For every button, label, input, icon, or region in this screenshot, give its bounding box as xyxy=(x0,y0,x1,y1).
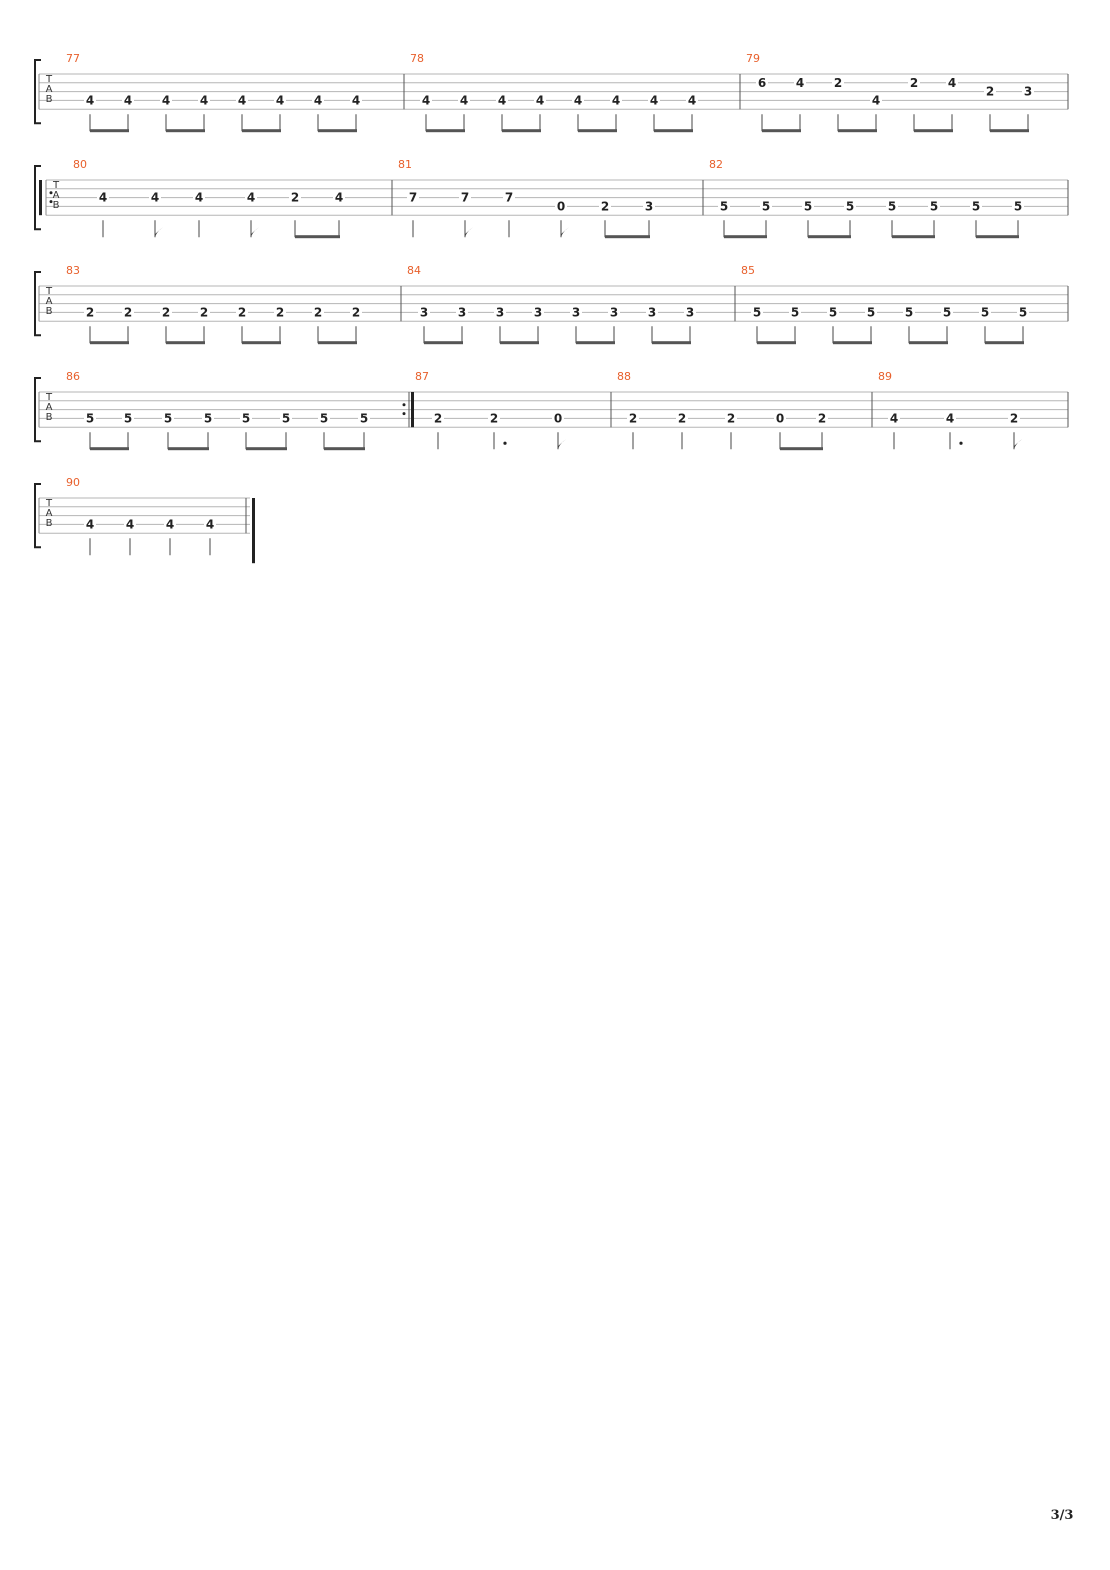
measure-number: 85 xyxy=(741,264,755,277)
beam xyxy=(654,129,693,132)
beam xyxy=(324,447,365,450)
fret-number: 5 xyxy=(1018,305,1028,320)
fret-number: 4 xyxy=(535,93,545,108)
fret-number: 4 xyxy=(165,517,175,532)
tab-clef-letter: B xyxy=(45,306,53,317)
fret-number: 4 xyxy=(611,93,621,108)
fret-number: 5 xyxy=(980,305,990,320)
fret-number: 4 xyxy=(351,93,361,108)
note-flag xyxy=(561,227,569,237)
repeat-dot xyxy=(403,403,406,406)
measure-number: 90 xyxy=(66,476,80,489)
fret-number: 2 xyxy=(677,411,687,426)
fret-number: 5 xyxy=(929,199,939,214)
fret-number: 4 xyxy=(199,93,209,108)
tab-system xyxy=(35,370,1068,450)
fret-number: 4 xyxy=(275,93,285,108)
fret-number: 2 xyxy=(726,411,736,426)
beam xyxy=(90,129,129,132)
beam xyxy=(724,235,767,238)
fret-number: 2 xyxy=(833,75,843,90)
fret-number: 7 xyxy=(460,190,470,205)
beam xyxy=(502,129,541,132)
fret-number: 5 xyxy=(123,411,133,426)
fret-number: 3 xyxy=(685,305,695,320)
fret-number: 5 xyxy=(761,199,771,214)
tab-system xyxy=(35,158,1068,238)
fret-number: 2 xyxy=(817,411,827,426)
fret-number: 3 xyxy=(571,305,581,320)
fret-number: 4 xyxy=(945,411,955,426)
fret-number: 5 xyxy=(203,411,213,426)
fret-number: 4 xyxy=(85,517,95,532)
fret-number: 2 xyxy=(290,190,300,205)
fret-number: 3 xyxy=(419,305,429,320)
note-dot xyxy=(959,442,962,445)
beam xyxy=(576,341,615,344)
fret-number: 2 xyxy=(351,305,361,320)
tab-system xyxy=(35,264,1068,344)
fret-number: 2 xyxy=(909,75,919,90)
fret-number: 0 xyxy=(553,411,563,426)
fret-number: 4 xyxy=(150,190,160,205)
beam xyxy=(985,341,1024,344)
fret-number: 5 xyxy=(719,199,729,214)
page-number: 3/3 xyxy=(1050,1508,1074,1523)
measure-number: 81 xyxy=(398,158,412,171)
final-thick-bar xyxy=(252,498,255,563)
tab-clef-letter: B xyxy=(45,94,53,105)
fret-number: 3 xyxy=(647,305,657,320)
beam xyxy=(246,447,287,450)
fret-number: 4 xyxy=(871,93,881,108)
fret-number: 4 xyxy=(125,517,135,532)
fret-number: 2 xyxy=(123,305,133,320)
fret-number: 7 xyxy=(504,190,514,205)
fret-number: 2 xyxy=(237,305,247,320)
tab-clef-letter: T xyxy=(45,286,53,297)
fret-number: 4 xyxy=(649,93,659,108)
fret-number: 5 xyxy=(803,199,813,214)
tab-clef-letter: B xyxy=(45,412,53,423)
tab-system xyxy=(35,52,1068,132)
fret-number: 0 xyxy=(775,411,785,426)
fret-number: 5 xyxy=(845,199,855,214)
fret-number: 4 xyxy=(205,517,215,532)
measure-number: 83 xyxy=(66,264,80,277)
note-flag xyxy=(558,439,566,449)
beam xyxy=(426,129,465,132)
fret-number: 2 xyxy=(313,305,323,320)
fret-number: 4 xyxy=(947,75,957,90)
beam xyxy=(242,341,281,344)
fret-number: 2 xyxy=(985,84,995,99)
fret-number: 3 xyxy=(495,305,505,320)
fret-number: 4 xyxy=(459,93,469,108)
fret-number: 5 xyxy=(904,305,914,320)
beam xyxy=(318,341,357,344)
fret-number: 2 xyxy=(275,305,285,320)
measure-number: 87 xyxy=(415,370,429,383)
beam xyxy=(652,341,691,344)
beam xyxy=(780,447,823,450)
note-dot xyxy=(503,442,506,445)
fret-number: 2 xyxy=(628,411,638,426)
beam xyxy=(838,129,877,132)
fret-number: 3 xyxy=(533,305,543,320)
fret-number: 4 xyxy=(194,190,204,205)
fret-number: 4 xyxy=(687,93,697,108)
fret-number: 2 xyxy=(600,199,610,214)
fret-number: 4 xyxy=(334,190,344,205)
fret-number: 5 xyxy=(1013,199,1023,214)
fret-number: 5 xyxy=(828,305,838,320)
beam xyxy=(168,447,209,450)
fret-number: 5 xyxy=(319,411,329,426)
fret-number: 3 xyxy=(644,199,654,214)
repeat-dot xyxy=(403,412,406,415)
fret-number: 7 xyxy=(408,190,418,205)
measure-number: 78 xyxy=(410,52,424,65)
fret-number: 4 xyxy=(246,190,256,205)
repeat-end-thick-bar xyxy=(411,392,414,427)
beam xyxy=(295,235,340,238)
fret-number: 0 xyxy=(556,199,566,214)
beam xyxy=(990,129,1029,132)
beam xyxy=(833,341,872,344)
fret-number: 4 xyxy=(497,93,507,108)
measure-number: 80 xyxy=(73,158,87,171)
fret-number: 4 xyxy=(421,93,431,108)
fret-number: 5 xyxy=(163,411,173,426)
measure-number: 89 xyxy=(878,370,892,383)
tab-clef-letter: T xyxy=(45,74,53,85)
fret-number: 4 xyxy=(85,93,95,108)
tab-clef-letter: A xyxy=(52,190,60,201)
fret-number: 5 xyxy=(241,411,251,426)
fret-number: 5 xyxy=(85,411,95,426)
fret-number: 3 xyxy=(609,305,619,320)
note-flag xyxy=(155,227,163,237)
tab-clef-letter: A xyxy=(45,508,53,519)
fret-number: 5 xyxy=(971,199,981,214)
fret-number: 5 xyxy=(752,305,762,320)
fret-number: 5 xyxy=(942,305,952,320)
tab-clef-letter: A xyxy=(45,296,53,307)
measure-number: 86 xyxy=(66,370,80,383)
measure-number: 82 xyxy=(709,158,723,171)
fret-number: 4 xyxy=(123,93,133,108)
tab-system xyxy=(35,476,255,563)
beam xyxy=(90,447,129,450)
beam xyxy=(500,341,539,344)
repeat-start-thick-bar xyxy=(39,180,42,215)
fret-number: 2 xyxy=(85,305,95,320)
beam xyxy=(757,341,796,344)
measure-number: 79 xyxy=(746,52,760,65)
note-flag xyxy=(251,227,259,237)
fret-number: 5 xyxy=(281,411,291,426)
beam xyxy=(892,235,935,238)
fret-number: 5 xyxy=(887,199,897,214)
beam xyxy=(166,341,205,344)
tab-clef-letter: T xyxy=(52,180,60,191)
beam xyxy=(90,341,129,344)
beam xyxy=(914,129,953,132)
tab-clef-letter: B xyxy=(45,518,53,529)
fret-number: 2 xyxy=(199,305,209,320)
fret-number: 3 xyxy=(1023,84,1033,99)
measure-number: 88 xyxy=(617,370,631,383)
fret-number: 3 xyxy=(457,305,467,320)
fret-number: 5 xyxy=(790,305,800,320)
beam xyxy=(808,235,851,238)
fret-number: 2 xyxy=(433,411,443,426)
beam xyxy=(166,129,205,132)
fret-number: 4 xyxy=(237,93,247,108)
tab-clef-letter: A xyxy=(45,84,53,95)
tab-clef-letter: B xyxy=(52,200,60,211)
tab-clef-letter: A xyxy=(45,402,53,413)
fret-number: 4 xyxy=(161,93,171,108)
fret-number: 5 xyxy=(359,411,369,426)
beam xyxy=(318,129,357,132)
beam xyxy=(909,341,948,344)
fret-number: 5 xyxy=(866,305,876,320)
fret-number: 6 xyxy=(757,75,767,90)
beam xyxy=(424,341,463,344)
tab-clef-letter: T xyxy=(45,498,53,509)
fret-number: 2 xyxy=(1009,411,1019,426)
fret-number: 2 xyxy=(161,305,171,320)
beam xyxy=(605,235,650,238)
beam xyxy=(976,235,1019,238)
fret-number: 4 xyxy=(795,75,805,90)
beam xyxy=(762,129,801,132)
measure-number: 77 xyxy=(66,52,80,65)
fret-number: 2 xyxy=(489,411,499,426)
beam xyxy=(578,129,617,132)
fret-number: 4 xyxy=(573,93,583,108)
note-flag xyxy=(1014,439,1022,449)
note-flag xyxy=(465,227,473,237)
fret-number: 4 xyxy=(98,190,108,205)
fret-number: 4 xyxy=(313,93,323,108)
measure-number: 84 xyxy=(407,264,421,277)
beam xyxy=(242,129,281,132)
tab-clef-letter: T xyxy=(45,392,53,403)
fret-number: 4 xyxy=(889,411,899,426)
